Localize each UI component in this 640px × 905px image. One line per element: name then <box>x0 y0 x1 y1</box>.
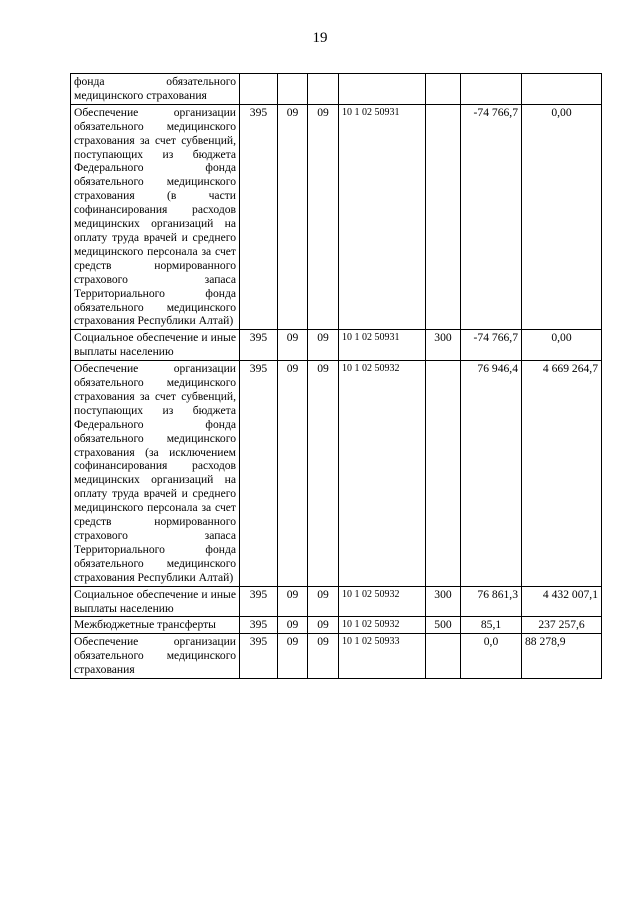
amount-total-cell <box>522 74 602 105</box>
amount-total-cell: 0,00 <box>522 330 602 361</box>
subsection-cell <box>308 74 339 105</box>
target-article-cell: 10 1 02 50931 <box>339 104 426 330</box>
expense-type-cell: 500 <box>426 617 461 634</box>
amount-total-cell: 237 257,6 <box>522 617 602 634</box>
target-article-cell: 10 1 02 50931 <box>339 330 426 361</box>
expense-type-cell <box>426 74 461 105</box>
row-name: Обеспечение организации обязательного медицинского страхования за счет субвенций, поступающих из бюджета Федерального фонда обязательного медицинского страхования (за исключением софинансирования расходов медицинских организаций на оплату труда врачей и среднего медицинского персонала за счет средств нормированного страхового запаса Территориального фонда обязательного медицинского страхования Республики Алтай) <box>71 361 240 587</box>
grbs-cell <box>240 74 278 105</box>
section-cell <box>278 74 308 105</box>
amount-cell: 76 861,3 <box>461 586 522 617</box>
expense-type-cell: 300 <box>426 586 461 617</box>
subsection-cell: 09 <box>308 586 339 617</box>
grbs-cell: 395 <box>240 617 278 634</box>
table-row <box>71 634 602 679</box>
page-number: 19 <box>312 30 328 46</box>
subsection-cell: 09 <box>308 104 339 330</box>
amount-total-cell: 0,00 <box>522 104 602 330</box>
amount-total-cell: 4 432 007,1 <box>522 586 602 617</box>
row-name: Обеспечение организации обязательного медицинского страхования <box>71 634 240 679</box>
section-cell: 09 <box>278 330 308 361</box>
amount-cell: 0,0 <box>461 634 522 679</box>
target-article-cell <box>339 74 426 105</box>
expense-type-cell <box>426 634 461 679</box>
amount-cell: 85,1 <box>461 617 522 634</box>
table-row <box>71 586 602 617</box>
target-article-cell: 10 1 02 50933 <box>339 634 426 679</box>
subsection-cell: 09 <box>308 361 339 587</box>
row-name: Социальное обеспечение и иные выплаты населению <box>71 586 240 617</box>
row-name: Обеспечение организации обязательного медицинского страхования за счет субвенций, поступающих из бюджета Федерального фонда обязательного медицинского страхования (в части софинансирования расходов медицинских организаций на оплату труда врачей и среднего медицинского персонала за счет средств нормированного страхового запаса Территориального фонда обязательного медицинского страхования Республики Алтай) <box>71 104 240 330</box>
amount-total-cell: 88 278,9 <box>522 634 602 679</box>
subsection-cell: 09 <box>308 634 339 679</box>
table-row <box>71 361 602 587</box>
table-row <box>71 104 602 330</box>
grbs-cell: 395 <box>240 330 278 361</box>
target-article-cell: 10 1 02 50932 <box>339 361 426 587</box>
section-cell: 09 <box>278 634 308 679</box>
subsection-cell: 09 <box>308 617 339 634</box>
amount-cell: 76 946,4 <box>461 361 522 587</box>
row-name: фонда обязательного медицинского страхования <box>71 74 240 105</box>
grbs-cell: 395 <box>240 361 278 587</box>
table-row <box>71 617 602 634</box>
target-article-cell: 10 1 02 50932 <box>339 586 426 617</box>
table-row <box>71 330 602 361</box>
grbs-cell: 395 <box>240 634 278 679</box>
section-cell: 09 <box>278 617 308 634</box>
subsection-cell: 09 <box>308 330 339 361</box>
amount-cell: -74 766,7 <box>461 104 522 330</box>
grbs-cell: 395 <box>240 586 278 617</box>
row-name: Межбюджетные трансферты <box>71 617 240 634</box>
expense-type-cell: 300 <box>426 330 461 361</box>
section-cell: 09 <box>278 586 308 617</box>
amount-cell: -74 766,7 <box>461 330 522 361</box>
grbs-cell: 395 <box>240 104 278 330</box>
expense-type-cell <box>426 104 461 330</box>
row-name: Социальное обеспечение и иные выплаты населению <box>71 330 240 361</box>
target-article-cell: 10 1 02 50932 <box>339 617 426 634</box>
table-row <box>71 74 602 105</box>
amount-total-cell: 4 669 264,7 <box>522 361 602 587</box>
section-cell: 09 <box>278 361 308 587</box>
budget-table <box>70 73 602 679</box>
section-cell: 09 <box>278 104 308 330</box>
expense-type-cell <box>426 361 461 587</box>
amount-cell <box>461 74 522 105</box>
